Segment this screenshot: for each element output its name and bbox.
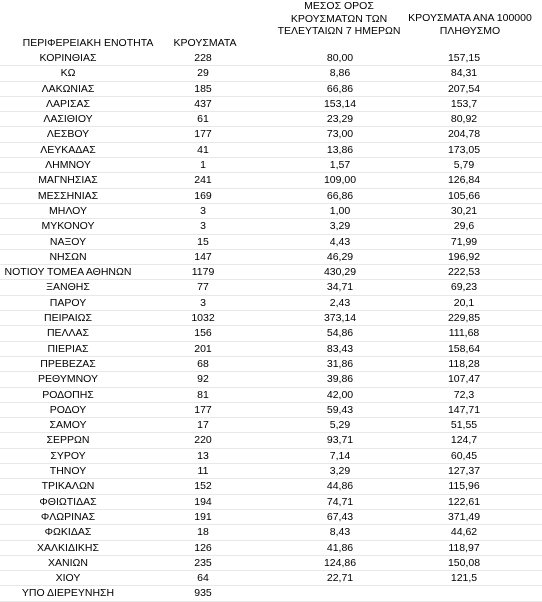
cell-7-day-average: 8,43: [329, 526, 351, 539]
cell-cases-per-100000: 158,64: [447, 342, 481, 355]
cell-cases-per-100000: 157,15: [447, 52, 481, 64]
cell-cases: 177: [194, 128, 212, 141]
cell-7-day-average: 23,29: [326, 113, 354, 126]
cell-7-day-average: 3,29: [329, 220, 351, 233]
cell-cases: 935: [194, 587, 212, 600]
cell-cases-per-100000: 105,66: [447, 189, 481, 202]
cell-cases: 77: [197, 281, 209, 294]
table-row: [0, 418, 542, 433]
table-row: [0, 112, 542, 127]
cell-cases: 64: [197, 572, 209, 585]
cell-7-day-average: 430,29: [323, 266, 357, 279]
cell-cases: 191: [194, 510, 212, 523]
cell-cases-per-100000: 229,85: [447, 312, 481, 325]
cell-cases-per-100000: 173,05: [447, 143, 481, 156]
cell-region: ΡΕΘΥΜΝΟΥ: [37, 373, 98, 386]
cell-region: ΤΗΝΟΥ: [49, 465, 87, 478]
cell-cases: 169: [194, 189, 212, 202]
cell-cases: 241: [194, 174, 212, 187]
cell-cases: 3: [200, 296, 206, 309]
cell-region: ΣΑΜΟΥ: [49, 419, 87, 432]
column-header-7-day-average: ΜΕΣΟΣ ΟΡΟΣ ΚΡΟΥΣΜΑΤΩΝ ΤΩΝ ΤΕΛΕΥΤΑΙΩΝ 7 ΗΜΕΡΩΝ: [277, 0, 401, 37]
cell-7-day-average: 5,29: [329, 419, 351, 432]
table-row: [0, 388, 542, 403]
cell-7-day-average: 373,14: [323, 312, 357, 325]
cell-region: ΧΙΟΥ: [55, 572, 81, 585]
cell-cases: 81: [197, 388, 209, 401]
table-body: [0, 51, 542, 602]
cell-cases-per-100000: 222,53: [447, 266, 481, 279]
cell-cases: 147: [194, 250, 212, 263]
cell-cases-per-100000: 69,23: [450, 281, 478, 294]
cell-cases: 41: [197, 143, 209, 156]
cell-cases: 3: [200, 220, 206, 233]
cell-region: ΡΟΔΟΠΗΣ: [42, 388, 94, 401]
table-row: [0, 250, 542, 265]
cell-region: ΝΗΣΩΝ: [49, 250, 87, 263]
cell-cases: 220: [194, 434, 212, 447]
cell-cases-per-100000: 150,08: [447, 556, 481, 569]
cell-cases: 17: [197, 419, 209, 432]
table-row: [0, 464, 542, 479]
cell-7-day-average: 2,43: [329, 296, 351, 309]
table-row: [0, 127, 542, 142]
cell-cases-per-100000: 71,99: [450, 235, 478, 248]
cell-region: ΡΟΔΟΥ: [49, 403, 87, 416]
table-row: [0, 586, 542, 601]
cell-7-day-average: 1,00: [329, 204, 351, 217]
cell-region: ΛΑΡΙΣΑΣ: [46, 97, 90, 110]
cell-cases-per-100000: 153,7: [450, 97, 478, 110]
cell-region: ΜΥΚΟΝΟΥ: [41, 220, 95, 233]
table-row: [0, 357, 542, 372]
cell-region: ΥΠΟ ΔΙΕΡΕΥΝΗΣΗ: [21, 587, 115, 600]
cell-cases: 11: [197, 465, 209, 478]
table-row: [0, 541, 542, 556]
cell-cases: 68: [197, 357, 209, 370]
cell-7-day-average: 73,00: [326, 128, 354, 141]
table-row: [0, 82, 542, 97]
table-row: [0, 280, 542, 295]
cell-cases-per-100000: 126,84: [447, 174, 481, 187]
cell-7-day-average: 39,86: [326, 373, 354, 386]
cell-cases-per-100000: 147,71: [447, 403, 481, 416]
cell-cases-per-100000: 72,3: [453, 388, 475, 401]
table-row: [0, 189, 542, 204]
cell-region: ΦΘΙΩΤΙΔΑΣ: [39, 495, 97, 508]
cell-region: ΠΕΛΛΑΣ: [46, 327, 90, 340]
cell-7-day-average: 42,00: [326, 388, 354, 401]
cell-7-day-average: 66,86: [326, 189, 354, 202]
table-row: [0, 326, 542, 341]
cell-region: ΚΩ: [60, 67, 76, 80]
cell-region: ΦΩΚΙΔΑΣ: [44, 526, 92, 539]
cell-7-day-average: 8,86: [329, 67, 351, 80]
cell-7-day-average: 22,71: [326, 572, 354, 585]
table-row: [0, 219, 542, 234]
cell-cases-per-100000: 124,7: [450, 434, 478, 447]
table-row: [0, 479, 542, 494]
cell-7-day-average: 44,86: [326, 480, 354, 493]
table-row: [0, 449, 542, 464]
cell-cases-per-100000: 111,68: [448, 327, 480, 340]
cell-region: ΛΕΣΒΟΥ: [46, 128, 90, 141]
cell-region: ΝΑΞΟΥ: [49, 235, 87, 248]
cell-cases: 185: [194, 82, 212, 95]
cell-region: ΧΑΛΚΙΔΙΚΗΣ: [37, 541, 99, 554]
cell-7-day-average: 93,71: [326, 434, 354, 447]
table-row: [0, 525, 542, 540]
cell-7-day-average: 3,29: [329, 465, 351, 478]
table-row: [0, 403, 542, 418]
table-row: [0, 204, 542, 219]
cell-cases: 437: [194, 97, 212, 110]
cell-7-day-average: 124,86: [323, 556, 357, 569]
table-row: [0, 571, 542, 586]
cell-region: ΠΡΕΒΕΖΑΣ: [40, 357, 96, 370]
table-header: [0, 0, 542, 51]
cell-cases-per-100000: 20,1: [453, 296, 475, 309]
cell-7-day-average: 41,86: [326, 541, 354, 554]
cell-cases: 1032: [191, 312, 215, 325]
cell-cases: 156: [194, 327, 212, 340]
table-row: [0, 556, 542, 571]
cell-7-day-average: 153,14: [323, 97, 357, 110]
table-row: [0, 296, 542, 311]
cell-region: ΠΕΙΡΑΙΩΣ: [44, 312, 92, 325]
cell-region: ΤΡΙΚΑΛΩΝ: [41, 480, 95, 493]
cell-cases: 29: [197, 67, 209, 80]
cell-cases-per-100000: 118,28: [448, 357, 480, 370]
cell-cases: 194: [194, 495, 212, 508]
cell-7-day-average: 4,43: [329, 235, 351, 248]
cell-cases: 201: [194, 342, 212, 355]
cell-cases: 1: [200, 159, 206, 172]
cell-cases: 228: [194, 52, 212, 64]
cell-cases-per-100000: 84,31: [450, 67, 478, 80]
cell-region: ΜΗΛΟΥ: [49, 204, 87, 217]
cell-cases-per-100000: 60,45: [450, 449, 478, 462]
cell-cases: 92: [197, 373, 209, 386]
cell-cases-per-100000: 204,78: [447, 128, 481, 141]
table-row: [0, 433, 542, 448]
cell-7-day-average: 13,86: [326, 143, 354, 156]
cell-cases-per-100000: 207,54: [447, 82, 481, 95]
cell-region: ΞΑΝΘΗΣ: [46, 281, 90, 294]
table-row: [0, 510, 542, 525]
cell-7-day-average: 109,00: [323, 174, 357, 187]
table-row: [0, 495, 542, 510]
cell-region: ΜΕΣΣΗΝΙΑΣ: [37, 189, 99, 202]
cell-cases-per-100000: 5,79: [453, 159, 475, 172]
cell-cases: 152: [194, 480, 212, 493]
table-row: [0, 265, 542, 280]
table-row: [0, 372, 542, 387]
cell-region: ΠΙΕΡΙΑΣ: [47, 342, 89, 355]
cell-cases-per-100000: 115,96: [448, 480, 480, 493]
cell-cases-per-100000: 107,47: [447, 373, 481, 386]
column-header-cases: ΚΡΟΥΣΜΑΤΑ: [173, 37, 237, 49]
cell-cases-per-100000: 29,6: [453, 220, 475, 233]
cell-cases: 61: [197, 113, 209, 126]
cell-7-day-average: 74,71: [326, 495, 354, 508]
cell-cases: 177: [194, 403, 212, 416]
cell-cases-per-100000: 121,5: [450, 572, 478, 585]
cell-region: ΛΑΚΩΝΙΑΣ: [41, 82, 95, 95]
cell-region: ΦΛΩΡΙΝΑΣ: [40, 510, 96, 523]
cell-cases: 235: [194, 556, 212, 569]
cell-7-day-average: 66,86: [326, 82, 354, 95]
cell-cases-per-100000: 196,92: [447, 250, 481, 263]
cell-cases-per-100000: 118,97: [448, 541, 480, 554]
cell-region: ΜΑΓΝΗΣΙΑΣ: [38, 174, 98, 187]
table-row: [0, 97, 542, 112]
cell-cases-per-100000: 51,55: [450, 419, 478, 432]
cell-cases-per-100000: 122,61: [447, 495, 481, 508]
table-row: [0, 158, 542, 173]
cell-7-day-average: 46,29: [326, 250, 354, 263]
cell-7-day-average: 80,00: [326, 52, 354, 64]
cell-region: ΝΟΤΙΟΥ ΤΟΜΕΑ ΑΘΗΝΩΝ: [4, 266, 132, 279]
table-row: [0, 66, 542, 81]
cell-region: ΣΥΡΟΥ: [50, 449, 86, 462]
cell-7-day-average: 83,43: [326, 342, 354, 355]
table-row: [0, 342, 542, 357]
column-header-region: ΠΕΡΙΦΕΡΕΙΑΚΗ ΕΝΟΤΗΤΑ: [22, 37, 154, 49]
cell-cases: 1179: [191, 266, 215, 279]
table-row: [0, 235, 542, 250]
cell-region: ΧΑΝΙΩΝ: [48, 556, 88, 569]
cell-cases-per-100000: 80,92: [450, 113, 478, 126]
cell-cases: 13: [197, 449, 209, 462]
cell-region: ΠΑΡΟΥ: [49, 296, 87, 309]
cell-cases: 18: [197, 526, 209, 539]
cell-region: ΚΟΡΙΝΘΙΑΣ: [39, 52, 97, 64]
cell-region: ΛΕΥΚΑΔΑΣ: [40, 143, 96, 156]
table-row: [0, 143, 542, 158]
cell-cases: 15: [197, 235, 209, 248]
cell-cases-per-100000: 127,37: [447, 465, 481, 478]
cell-cases-per-100000: 44,62: [450, 526, 478, 539]
cell-cases-per-100000: 371,49: [447, 510, 481, 523]
cell-region: ΛΑΣΙΘΙΟΥ: [43, 113, 93, 126]
cell-7-day-average: 59,43: [326, 403, 354, 416]
cell-region: ΣΕΡΡΩΝ: [46, 434, 90, 447]
table-row: [0, 311, 542, 326]
cell-cases-per-100000: 30,21: [450, 204, 478, 217]
table-row: [0, 173, 542, 188]
cell-region: ΛΗΜΝΟΥ: [45, 159, 91, 172]
cell-7-day-average: 7,14: [329, 449, 351, 462]
cell-7-day-average: 67,43: [326, 510, 354, 523]
cell-cases: 126: [194, 541, 212, 554]
cell-cases: 3: [200, 204, 206, 217]
table-row: [0, 51, 542, 66]
column-header-cases-per-100000: ΚΡΟΥΣΜΑΤΑ ΑΝΑ 100000 ΠΛΗΘΥΣΜΟ: [408, 12, 532, 37]
cell-7-day-average: 54,86: [326, 327, 354, 340]
cell-7-day-average: 34,71: [326, 281, 354, 294]
cell-7-day-average: 31,86: [326, 357, 354, 370]
cell-7-day-average: 1,57: [329, 159, 351, 172]
